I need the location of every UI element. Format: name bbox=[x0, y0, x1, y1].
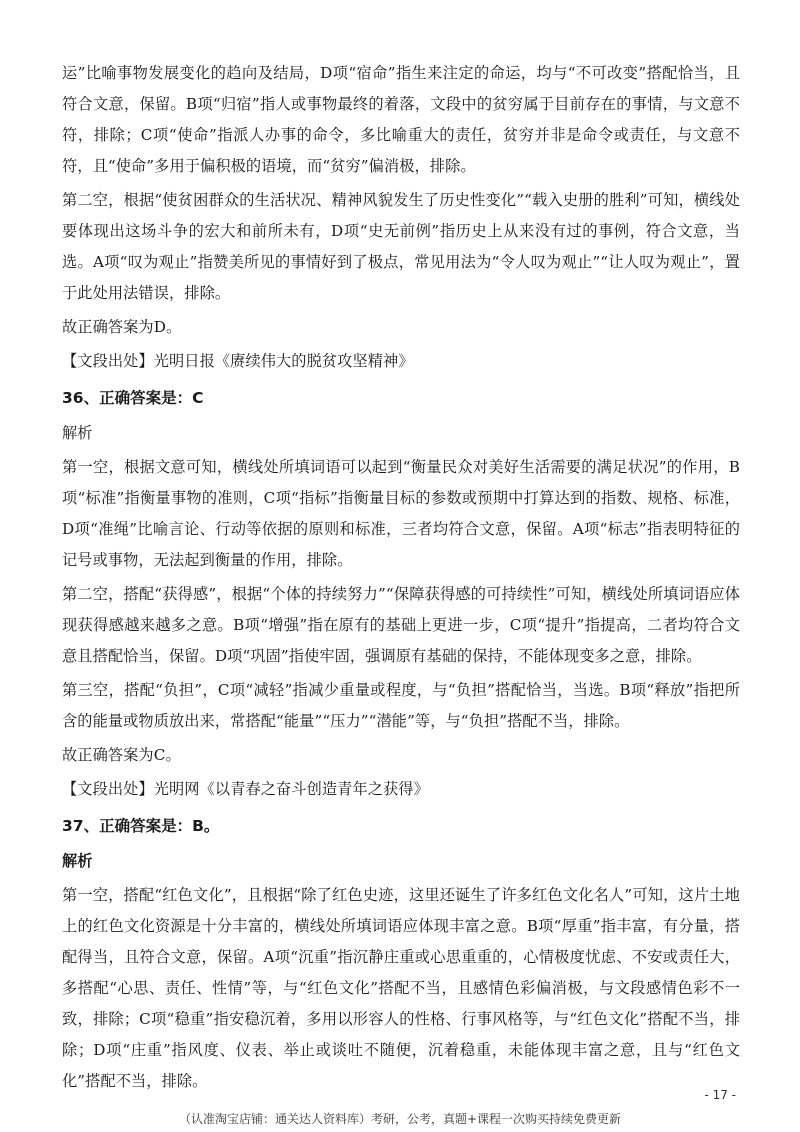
paragraph: 第二空，根据“使贫困群众的生活状况、精神风貌发生了历史性变化”“载入史册的胜利”可知，横线处要体现出这场斗争的宏大和前所未有，D项“史无前例”指历史上从来没有过的事例，符合文意，当选。A项“叹为观止”指赞美所见的事情好到了极点，常见用法为“令人叹为观止”“让人叹为观止”，置于此处用法错误，排除。 bbox=[62, 191, 740, 302]
question-37-heading: 37、正确答案是：B。 bbox=[62, 817, 220, 835]
source-line: 【文段出处】光明日报《赓续伟大的脱贫攻坚精神》 bbox=[62, 352, 414, 370]
footer-text: （认准淘宝店铺：通关达人资料库）考研，公考，真题+课程一次购买持续免费更新 bbox=[178, 1112, 622, 1126]
paragraph: 第一空，搭配“红色文化”，且根据“除了红色史迹，这里还诞生了许多红色文化名人”可知，这片土地上的红色文化资源是十分丰富的，横线处所填词语应体现丰富之意。B项“厚重”指丰富，有分量，搭配得当，且符合文意，保留。A项“沉重”指沉静庄重或心思重重的，心情极度忧虑、不安或责任大，多搭配“心思、责任、性情”等，与“红色文化”搭配不当，且感情色彩偏消极，与文段感情色彩不一致，排除；C项“稳重”指安稳沉着，多用以形容人的性格、行事风格等，与“红色文化”搭配不当，排除；D项“庄重”指风度、仪表、举止或谈吐不随便，沉着稳重，未能体现丰富之意，且与“红色文化”搭配不当，排除。 bbox=[62, 886, 740, 1090]
answer-line: 故正确答案为C。 bbox=[62, 746, 181, 764]
analysis-label: 解析 bbox=[62, 424, 93, 442]
question-36-heading: 36、正确答案是：C bbox=[62, 389, 204, 407]
paragraph: 第二空，搭配“获得感”，根据“个体的持续努力”“保障获得感的可持续性”可知，横线处所填词语应体现获得感越来越多之意。B项“增强”指在原有的基础上更进一步，C项“提升”指提高，二者均符合文意且搭配恰当，保留。D项“巩固”指使牢固，强调原有基础的保持，不能体现变多之意，排除。 bbox=[62, 585, 740, 665]
paragraph: 第一空，根据文意可知，横线处所填词语可以起到“衡量民众对美好生活需要的满足状况”的作用，B项“标准”指衡量事物的准则，C项“指标”指衡量目标的参数或预期中打算达到的指数、规格、标准，D项“准绳”比喻言论、行动等依据的原则和标准，三者均符合文意，保留。A项“标志”指表明特征的记号或事物，无法起到衡量的作用，排除。 bbox=[62, 458, 740, 569]
paragraph: 运”比喻事物发展变化的趋向及结局，D项“宿命”指生来注定的命运，均与“不可改变”搭配恰当，且符合文意，保留。B项“归宿”指人或事物最终的着落，文段中的贫穷属于目前存在的事情，与文意不符，排除；C项“使命”指派人办事的命令，多比喻重大的责任，贫穷并非是命令或责任，与文意不符，且“使命”多用于偏积极的语境，而“贫穷”偏消极，排除。 bbox=[62, 64, 740, 175]
paragraph: 第三空，搭配“负担”，C项“减轻”指减少重量或程度，与“负担”搭配恰当，当选。B项“释放”指把所含的能量或物质放出来，常搭配“能量”“压力”“潜能”等，与“负担”搭配不当，排除。 bbox=[62, 681, 740, 730]
document-body bbox=[62, 58, 740, 1100]
page-number: - 17 - bbox=[704, 1088, 736, 1102]
answer-line: 故正确答案为D。 bbox=[62, 318, 182, 336]
analysis-label: 解析 bbox=[62, 852, 93, 870]
source-line: 【文段出处】光明网《以青春之奋斗创造青年之获得》 bbox=[62, 780, 429, 798]
